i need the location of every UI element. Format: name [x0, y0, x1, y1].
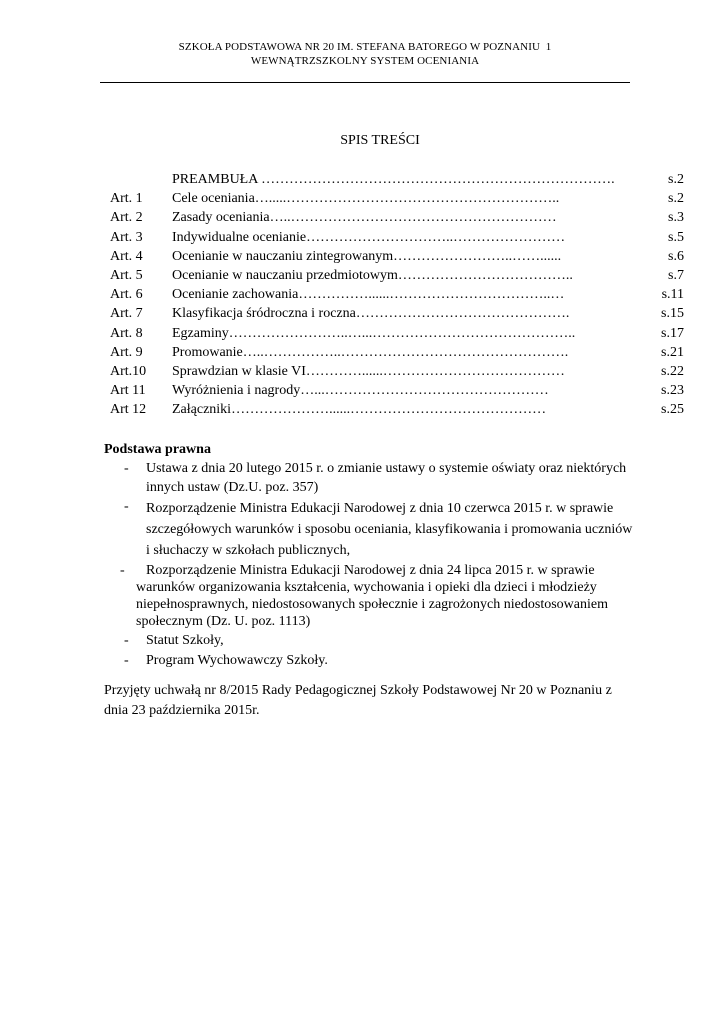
legal-basis-heading: Podstawa prawna [104, 442, 211, 457]
legal-basis-line: społecznym (Dz. U. poz. 1113) [136, 614, 311, 629]
adoption-note [104, 681, 644, 721]
legal-basis-item [104, 632, 684, 651]
toc-page-ref: s.21 [661, 344, 684, 360]
legal-basis-section [104, 441, 684, 671]
toc-page-ref: s.15 [661, 306, 684, 322]
toc-article-number: Art. 3 [110, 229, 143, 245]
header-document-title: WEWNĄTRZSZKOLNY SYSTEM OCENIANIA [250, 55, 480, 67]
toc-row-art-3[interactable] [110, 228, 684, 247]
header-school-name-line [100, 40, 630, 54]
header-divider [100, 82, 630, 83]
table-of-contents [110, 170, 684, 419]
toc-article-number: Art. 8 [110, 325, 143, 341]
toc-row-art-6[interactable] [110, 285, 684, 304]
toc-article-number: Art. 4 [110, 248, 143, 264]
list-dash: - [124, 499, 129, 514]
adoption-line: dnia 23 października 2015r. [104, 703, 260, 718]
toc-article-number: Art. 7 [110, 306, 143, 322]
toc-article-number: Art 11 [110, 383, 146, 399]
toc-title: SPIS TREŚCI [340, 133, 420, 148]
toc-article-number: Art. 1 [110, 191, 143, 207]
toc-row-art-5[interactable] [110, 266, 684, 285]
legal-basis-line: Rozporządzenie Ministra Edukacji Narodowej z dnia 10 czerwca 2015 r. w sprawie [146, 501, 614, 516]
toc-page-ref: s.5 [668, 229, 684, 245]
toc-article-number: Art 12 [110, 402, 147, 418]
toc-row-art-12[interactable] [110, 400, 684, 419]
toc-entry-title: Ocenianie zachowania……………......……………………………..… [172, 287, 565, 303]
list-dash: - [124, 652, 129, 668]
toc-row-art-4[interactable] [110, 247, 684, 266]
toc-page-ref: s.23 [661, 383, 684, 399]
toc-article-number: Art. 9 [110, 344, 143, 360]
toc-page-ref: s.17 [661, 325, 684, 341]
toc-entry-title: Egzaminy……………………..…...…………………………………….. [172, 325, 576, 341]
legal-basis-item [104, 652, 684, 671]
toc-entry-title: PREAMBUŁA …………………………………………………………………. [172, 172, 615, 187]
legal-basis-text [136, 562, 684, 630]
legal-basis-line: Program Wychowawczy Szkoły. [146, 652, 328, 668]
toc-article-number: Art. 2 [110, 210, 143, 226]
toc-page-ref: s.6 [668, 248, 684, 264]
toc-page-ref: s.3 [668, 210, 684, 226]
toc-row-art-8[interactable] [110, 324, 684, 343]
legal-basis-text [146, 498, 684, 561]
toc-entry-title: Ocenianie w nauczaniu przedmiotowym……………………………….. [172, 267, 573, 283]
toc-row-art-10[interactable] [110, 362, 684, 381]
toc-page-ref: s.2 [668, 172, 684, 187]
toc-entry-title: Zasady oceniania…..………………………………………………… [172, 210, 557, 226]
toc-article-number: Art. 5 [110, 267, 143, 283]
toc-page-ref: s.11 [661, 287, 684, 303]
toc-row-art-11[interactable] [110, 381, 684, 400]
header-page-number: 1 [545, 41, 552, 53]
toc-row-art-1[interactable] [110, 189, 684, 208]
toc-entry-title: Załączniki…………………......…………………………………… [172, 402, 547, 418]
legal-basis-line: i słuchaczy w szkołach publicznych, [146, 543, 351, 558]
list-dash: - [124, 461, 129, 476]
header-school-name: SZKOŁA PODSTAWOWA NR 20 IM. STEFANA BATOREGO W POZNANIU [178, 41, 541, 53]
list-dash: - [124, 633, 129, 648]
legal-basis-text [146, 652, 684, 671]
toc-page-ref: s.2 [668, 191, 684, 207]
toc-row-art-2[interactable] [110, 208, 684, 227]
legal-basis-item [104, 498, 684, 561]
legal-basis-text [146, 460, 684, 497]
legal-basis-item [104, 562, 684, 630]
legal-basis-line: Statut Szkoły, [146, 633, 224, 648]
legal-basis-line: niepełnosprawnych, niedostosowanych społecznie i zagrożonych niedostosowaniem [136, 597, 608, 612]
list-dash: - [120, 563, 125, 578]
toc-entry-title: Klasyfikacja śródroczna i roczna………………………………………. [172, 306, 570, 322]
toc-row-art-9[interactable] [110, 343, 684, 362]
toc-entry-title: Ocenianie w nauczaniu zintegrowanym……………………..……...... [172, 248, 562, 264]
toc-row-preamble[interactable] [110, 170, 684, 189]
toc-entry-title: Wyróżnienia i nagrody…...………………………………………… [172, 383, 549, 399]
toc-entry-title: Promowanie…..……………..…………………………………………. [172, 344, 569, 360]
legal-basis-line: warunków organizowania kształcenia, wychowania i opieki dla dzieci i młodzieży [136, 580, 597, 595]
legal-basis-line: innych ustaw (Dz.U. poz. 357) [146, 479, 319, 495]
toc-page-ref: s.22 [661, 363, 684, 379]
toc-entry-title: Indywidualne ocenianie…………………………..…………………… [172, 229, 566, 245]
toc-entry-title: Sprawdzian w klasie VI…………......………………………………… [172, 363, 565, 379]
toc-article-number: Art. 6 [110, 287, 143, 303]
toc-entry-title: Cele oceniania….....………………………………………………….. [172, 191, 560, 207]
toc-page-ref: s.7 [668, 267, 684, 283]
legal-basis-item [104, 460, 684, 497]
toc-page-ref: s.25 [661, 402, 684, 418]
legal-basis-text [146, 632, 684, 651]
legal-basis-line: Rozporządzenie Ministra Edukacji Narodowej z dnia 24 lipca 2015 r. w sprawie [146, 563, 595, 578]
legal-basis-line: Ustawa z dnia 20 lutego 2015 r. o zmianie ustawy o systemie oświaty oraz niektórych [146, 461, 627, 476]
legal-basis-line: szczegółowych warunków i sposobu oceniania, klasyfikowania i promowania uczniów [146, 522, 633, 537]
toc-row-art-7[interactable] [110, 304, 684, 323]
toc-article-number: Art.10 [110, 363, 147, 379]
adoption-line: Przyjęty uchwałą nr 8/2015 Rady Pedagogicznej Szkoły Podstawowej Nr 20 w Poznaniu z [104, 683, 612, 698]
page-header [100, 40, 630, 68]
